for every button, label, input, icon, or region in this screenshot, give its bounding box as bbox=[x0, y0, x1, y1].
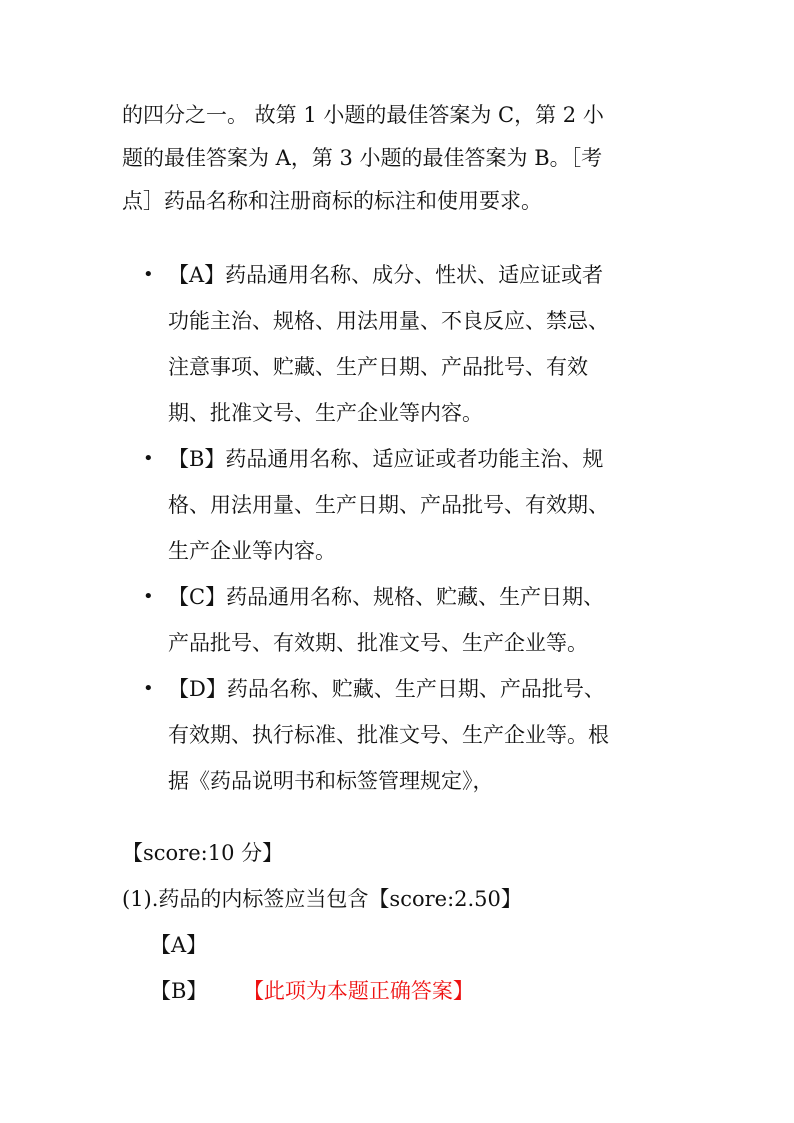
section-score: 【score:10 分】 bbox=[122, 841, 284, 865]
answer-label: 【A】 bbox=[150, 933, 208, 957]
bullet-icon: • bbox=[143, 448, 154, 469]
paragraph-line: 点］药品名称和注册商标的标注和使用要求。 bbox=[122, 189, 542, 213]
option-line: 产品批号、有效期、批准文号、生产企业等。 bbox=[168, 631, 588, 655]
option-line: 注意事项、贮藏、生产日期、产品批号、有效 bbox=[168, 355, 588, 379]
correct-answer-note: 【此项为本题正确答案】 bbox=[253, 979, 474, 1003]
paragraph-line: 题的最佳答案为 A，第 3 小题的最佳答案为 B。［考 bbox=[122, 146, 603, 170]
answer-label: 【B】 bbox=[150, 979, 208, 1003]
bullet-icon: • bbox=[143, 586, 154, 607]
option-a bbox=[0, 252, 609, 436]
option-b bbox=[0, 436, 609, 574]
option-line: 格、用法用量、生产日期、产品批号、有效期、 bbox=[168, 493, 609, 517]
answer-option-b[interactable] bbox=[150, 968, 474, 1014]
option-line: 有效期、执行标准、批准文号、生产企业等。根 bbox=[168, 723, 609, 747]
paragraph-line: 的四分之一。 故第 1 小题的最佳答案为 C，第 2 小 bbox=[122, 103, 604, 127]
option-line: 期、批准文号、生产企业等内容。 bbox=[168, 401, 483, 425]
bullet-icon: • bbox=[143, 264, 154, 285]
option-list bbox=[0, 252, 609, 804]
option-d bbox=[0, 666, 609, 804]
option-c bbox=[0, 574, 609, 666]
option-line: 生产企业等内容。 bbox=[168, 539, 336, 563]
option-line: 【C】药品通用名称、规格、贮藏、生产日期、 bbox=[168, 585, 605, 609]
option-line: 【D】药品名称、贮藏、生产日期、产品批号、 bbox=[168, 677, 605, 701]
option-line: 功能主治、规格、用法用量、不良反应、禁忌、 bbox=[168, 309, 609, 333]
option-line: 据《药品说明书和标签管理规定》， bbox=[168, 769, 494, 793]
question-title: (1).药品的内标签应当包含【score:2.50】 bbox=[122, 887, 522, 911]
explanation-paragraph bbox=[122, 94, 667, 223]
bullet-icon: • bbox=[143, 678, 154, 699]
option-line: 【A】药品通用名称、成分、性状、适应证或者 bbox=[168, 263, 604, 287]
option-line: 【B】药品通用名称、适应证或者功能主治、规 bbox=[168, 447, 604, 471]
answer-option-a[interactable] bbox=[150, 922, 207, 968]
